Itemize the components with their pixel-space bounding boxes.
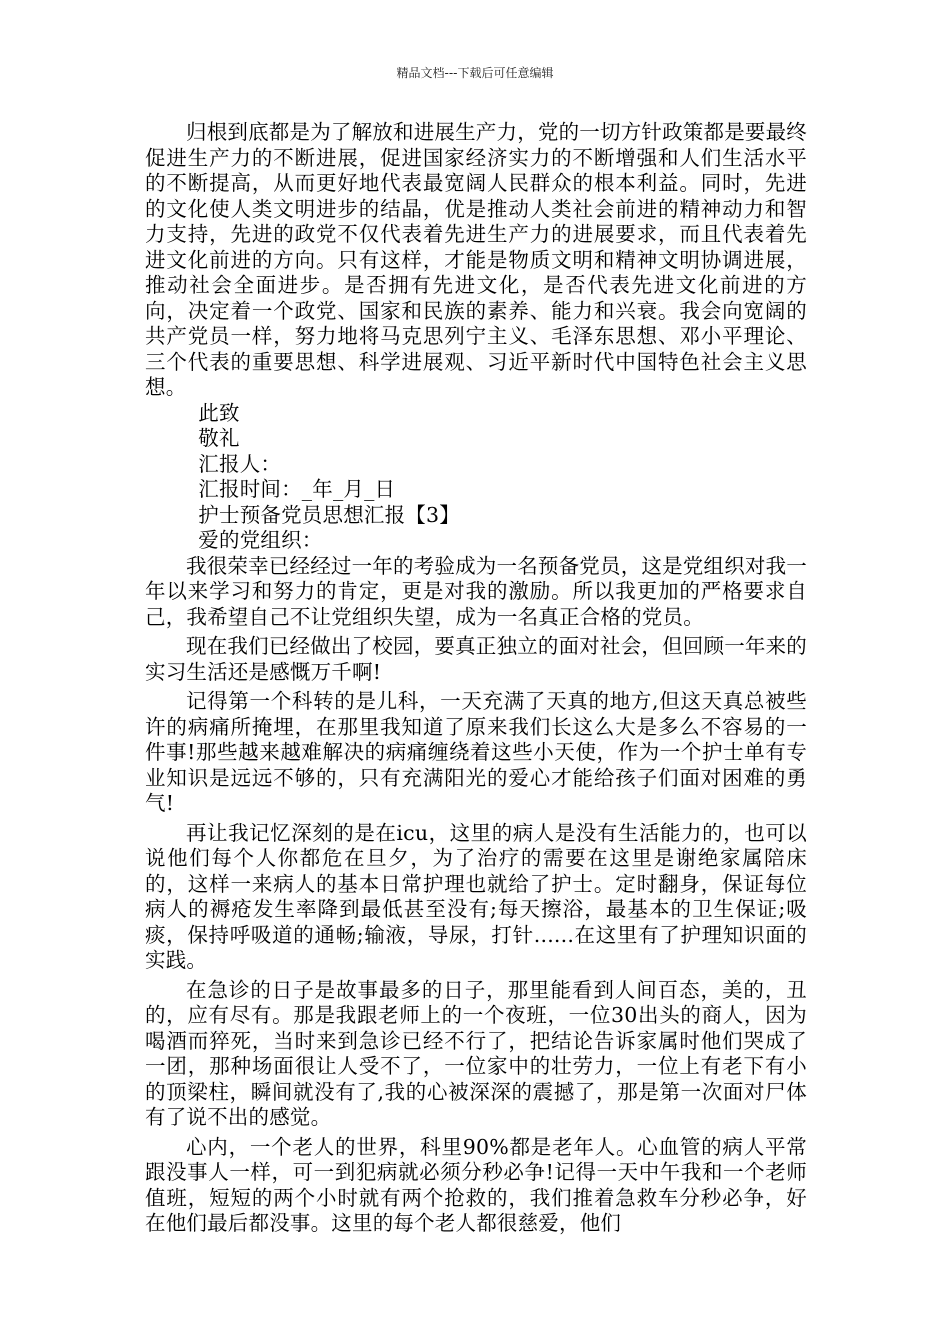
reporter-line: 汇报人： xyxy=(198,451,282,476)
paragraph-5: 再让我记忆深刻的是在icu，这里的病人是没有生活能力的，也可以说他们每个人你都危在旦夕，为了治疗的需要在这里是谢绝家属陪床的，这样一来病人的基本日常护理也就给了护士。定时翻身，保证每位病人的褥疮发生率降到最低甚至没有;每天擦浴，最基本的卫生保证;吸痰，保持呼吸道的通畅;输液，导尿，打针......在这里有了护理知识面的实践。 xyxy=(145,820,807,972)
page-header: 精品文档---下载后可任意编辑 xyxy=(396,66,554,80)
paragraph-3: 现在我们已经做出了校园，要真正独立的面对社会，但回顾一年来的实习生活还是感慨万千啊! xyxy=(145,634,807,684)
salutation-line: 爱的党组织： xyxy=(198,528,323,552)
document-body xyxy=(145,120,807,1237)
report-time-line: 汇报时间：_年_月_日 xyxy=(198,477,396,501)
paragraph-2: 我很荣幸已经经过一年的考验成为一名预备党员，这是党组织对我一年以来学习和努力的肯定，更是对我的激励。所以我更加的严格要求自己，我希望自己不让党组织失望，成为一名真正合格的党员。 xyxy=(145,553,807,629)
closing-line-2: 敬礼 xyxy=(198,426,240,450)
closing-line-1: 此致 xyxy=(198,400,240,425)
paragraph-4: 记得第一个科转的是儿科，一天充满了天真的地方,但这天真总被些许的病痛所掩埋，在那里我知道了原来我们长这么大是多么不容易的一件事!那些越来越难解决的病痛缠绕着这些小天使，作为一个护士单有专业知识是远远不够的，只有充满阳光的爱心才能给孩子们面对困难的勇气! xyxy=(145,689,807,815)
paragraph-1: 归根到底都是为了解放和进展生产力，党的一切方针政策都是要最终促进生产力的不断进展，促进国家经济实力的不断增强和人们生活水平的不断提高，从而更好地代表最宽阔人民群众的根本利益。同时，先进的文化使人类文明进步的结晶，优是推动人类社会前进的精神动力和智力支持，先进的政党不仅代表着先进生产力的进展要求，而且代表着先进文化前进的方向。只有这样，才能是物质文明和精神文明协调进展，推动社会全面进步。是否拥有先进文化，是否代表先进文化前进的方向，决定着一个政党、国家和民族的素养、能力和兴衰。我会向宽阔的共产党员一样，努力地将马克思列宁主义、毛泽东思想、邓小平理论、三个代表的重要思想、科学进展观、习近平新时代中国特色社会主义思想。 xyxy=(145,120,807,399)
paragraph-6: 在急诊的日子是故事最多的日子，那里能看到人间百态，美的，丑的，应有尽有。那是我跟老师上的一个夜班，一位30出头的商人，因为喝酒而猝死，当时来到急诊已经不行了，把结论告诉家属时他们哭成了一团，那种场面很让人受不了，一位家中的壮劳力，一位上有老下有小的顶梁柱，瞬间就没有了,我的心被深深的震撼了，那是第一次面对尸体有了说不出的感觉。 xyxy=(145,977,807,1129)
paragraph-7: 心内，一个老人的世界，科里90%都是老年人。心血管的病人平常跟没事人一样，可一到犯病就必须分秒必争!记得一天中午我和一个老师值班，短短的两个小时就有两个抢救的，我们推着急救车分秒必争，好在他们最后都没事。这里的每个老人都很慈爱，他们 xyxy=(145,1134,807,1235)
section-title: 护士预备党员思想汇报【3】 xyxy=(198,502,460,527)
